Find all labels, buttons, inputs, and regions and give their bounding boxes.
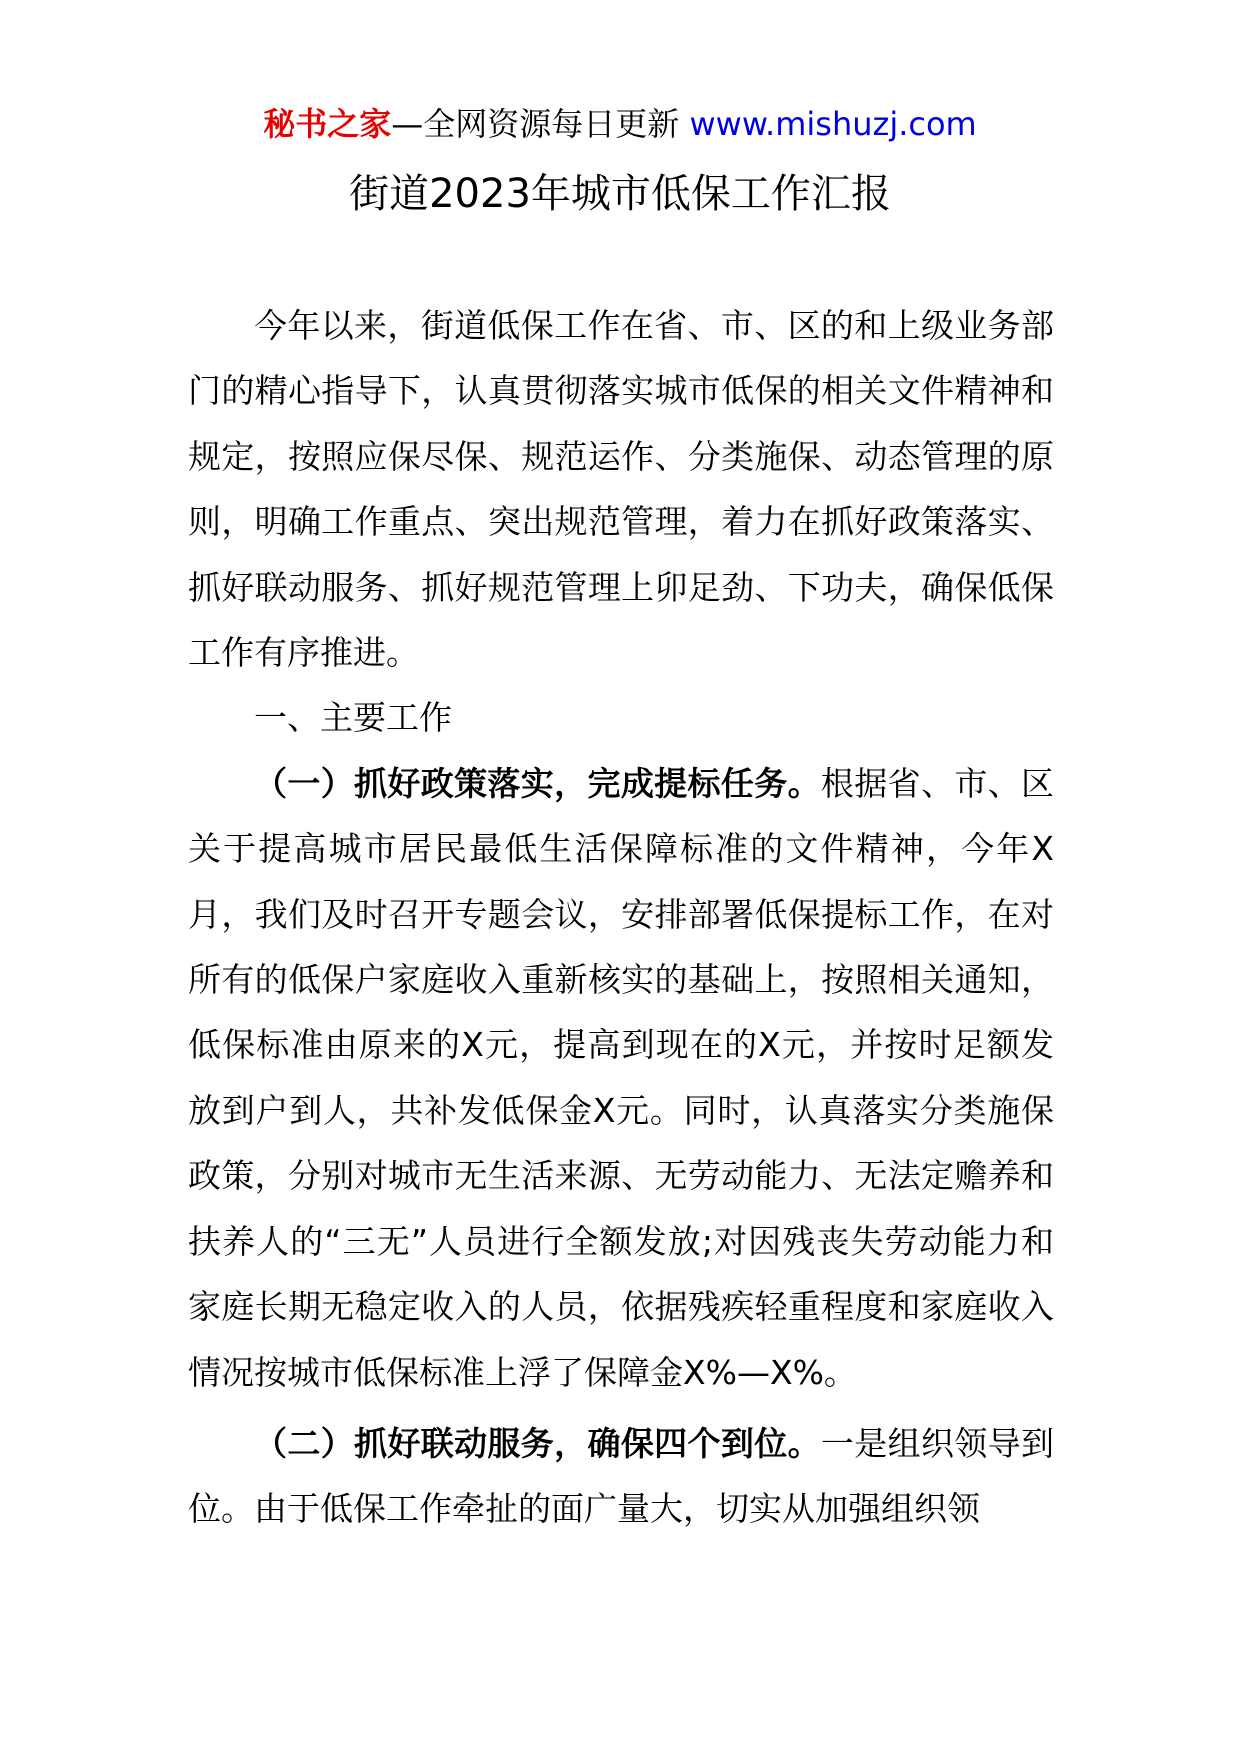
section-2-title: （二）抓好联动服务，确保四个到位。 xyxy=(254,1423,821,1463)
section-1-body: 根据省、市、区关于提高城市居民最低生活保障标准的文件精神，今年X月，我们及时召开专题会议，安排部署低保提标工作，在对所有的低保户家庭收入重新核实的基础上，按照相关通知，低保标准由原来的X元，提高到现在的X元，并按时足额发放到户到人，共补发低保金X元。同时，认真落实分类施保政策，分别对城市无生活来源、无劳动能力、无法定赡养和扶养人的“三无”人员进行全额发放;对因残丧失劳动能力和家庭长期无稳定收入的人员，依据残疾轻重程度和家庭收入情况按城市低保标准上浮了保障金X%—X%。 xyxy=(188,763,1055,1392)
section-2-body: 一是组织领导到位。由于低保工作牵扯的面广量大，切实从加强组织领 xyxy=(188,1423,1055,1529)
section-1-paragraph xyxy=(188,751,1054,1405)
section-1-title: （一）抓好政策落实，完成提标任务。 xyxy=(254,763,821,803)
section-heading-main-work: 一、主要工作 xyxy=(254,698,452,738)
document-body xyxy=(188,293,1054,1542)
header-slogan: —全网资源每日更新 xyxy=(391,105,680,143)
intro-paragraph: 今年以来，街道低保工作在省、市、区的和上级业务部门的精心指导下，认真贯彻落实城市低保的相关文件精神和规定，按照应保尽保、规范运作、分类施保、动态管理的原则，明确工作重点、突出规范管理，着力在抓好政策落实、抓好联动服务、抓好规范管理上卯足劲、下功夫，确保低保工作有序推进。 xyxy=(188,306,1054,673)
document-title: 街道2023年城市低保工作汇报 xyxy=(349,171,891,217)
brand-name: 秘书之家 xyxy=(263,105,392,143)
site-header xyxy=(0,98,1240,150)
section-2-paragraph xyxy=(188,1411,1054,1542)
site-url-link[interactable]: www.mishuzj.com xyxy=(689,105,977,143)
